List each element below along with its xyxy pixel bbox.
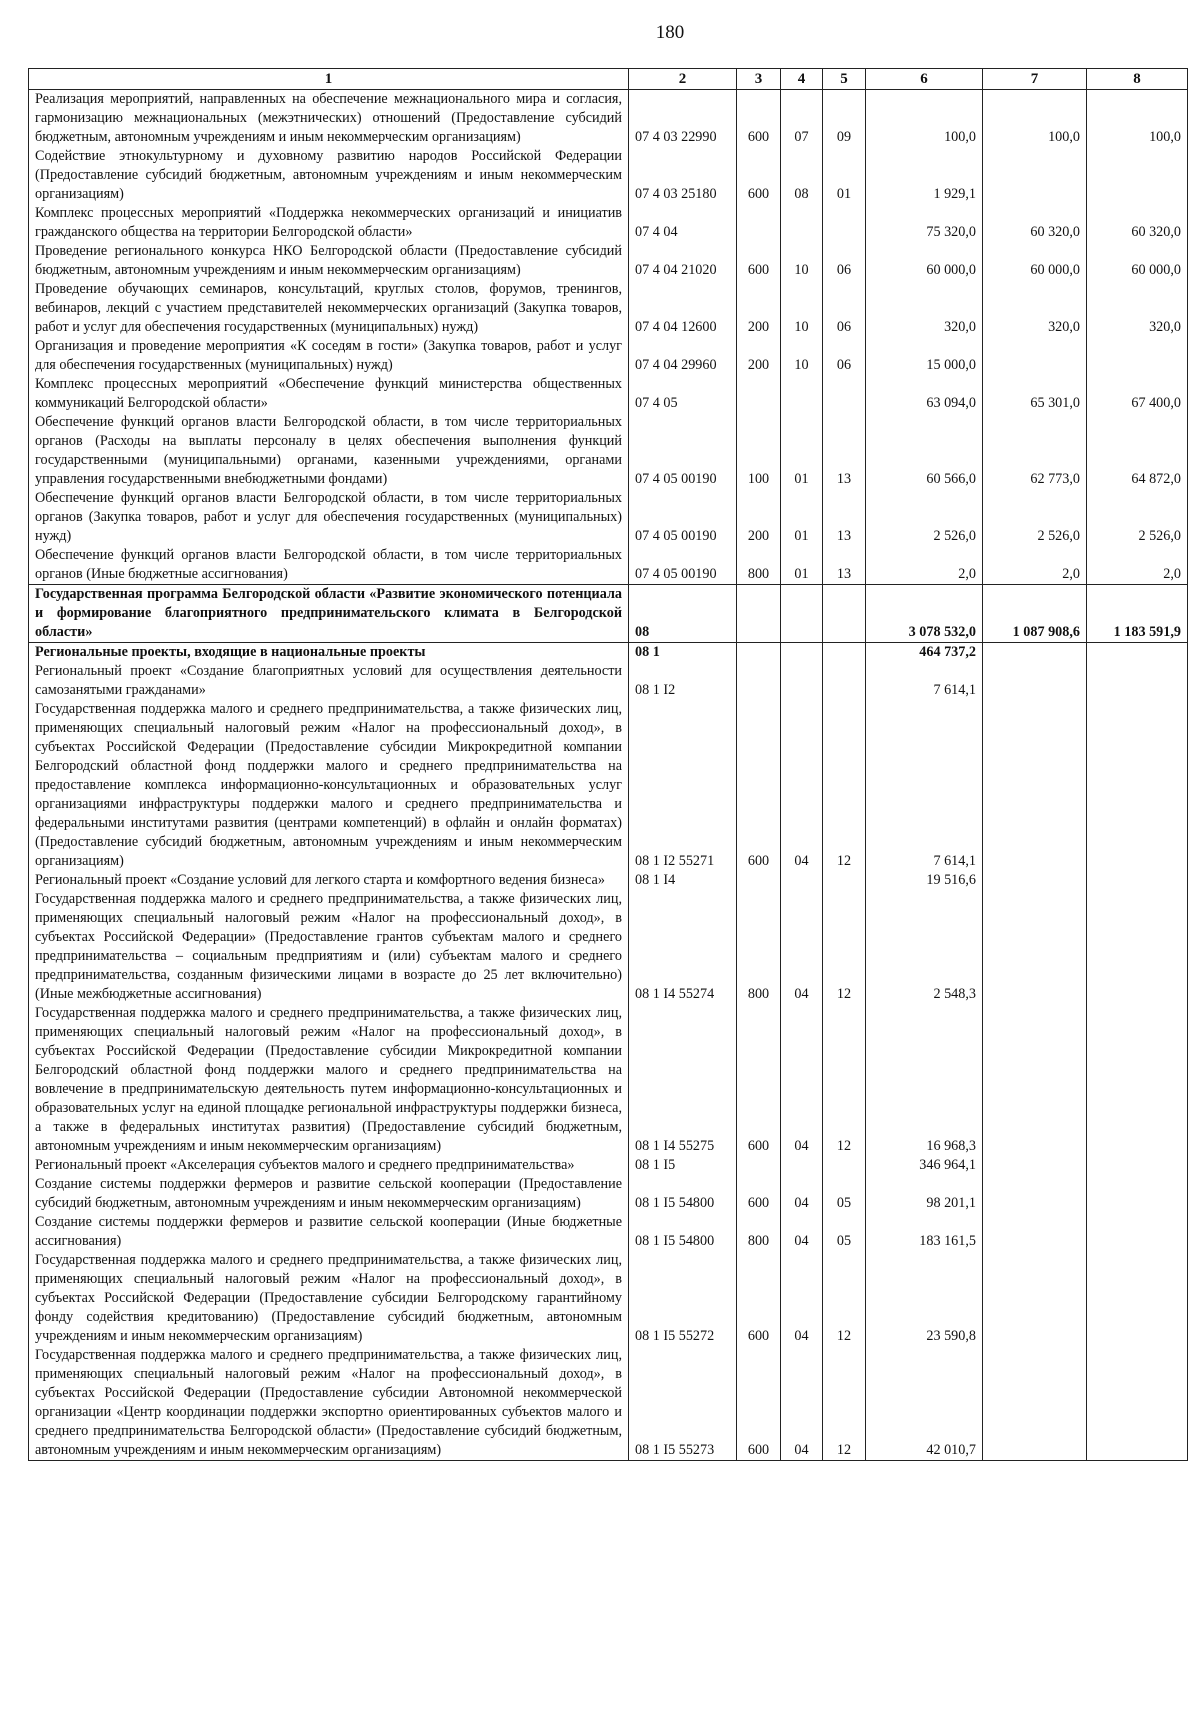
table-row (29, 643, 1188, 663)
row-amount-col8: 1 183 591,9 (1087, 585, 1188, 643)
row-amount-col7 (983, 1213, 1087, 1251)
row-expense-type: 600 (737, 1251, 781, 1346)
row-amount-col8 (1087, 643, 1188, 663)
page-number: 180 (655, 22, 685, 43)
row-expense-type (737, 871, 781, 890)
row-subsection (823, 585, 866, 643)
row-amount-col7: 100,0 (983, 90, 1087, 148)
table-row (29, 1346, 1188, 1461)
row-amount-col6: 2 548,3 (866, 890, 983, 1004)
row-amount-col7 (983, 1175, 1087, 1213)
row-amount-col8 (1087, 1156, 1188, 1175)
row-description: Создание системы поддержки фермеров и развитие сельской кооперации (Иные бюджетные ассигнования) (29, 1213, 629, 1251)
row-amount-col7 (983, 1346, 1087, 1461)
table-row (29, 1213, 1188, 1251)
row-amount-col6: 346 964,1 (866, 1156, 983, 1175)
row-section: 04 (781, 1213, 823, 1251)
row-amount-col6: 183 161,5 (866, 1213, 983, 1251)
row-expense-type (737, 204, 781, 242)
row-section: 01 (781, 489, 823, 546)
table-row (29, 90, 1188, 148)
row-amount-col8: 100,0 (1087, 90, 1188, 148)
row-section (781, 585, 823, 643)
row-amount-col7 (983, 643, 1087, 663)
table-row (29, 280, 1188, 337)
row-amount-col8 (1087, 1004, 1188, 1156)
row-expense-type: 800 (737, 1213, 781, 1251)
table-body (29, 90, 1188, 1461)
row-amount-col8: 64 872,0 (1087, 413, 1188, 489)
table-row (29, 871, 1188, 890)
column-header: 1 (29, 69, 629, 90)
row-amount-col8 (1087, 147, 1188, 204)
row-amount-col7: 320,0 (983, 280, 1087, 337)
row-subsection (823, 204, 866, 242)
row-amount-col8: 2,0 (1087, 546, 1188, 585)
row-code: 07 4 05 (629, 375, 737, 413)
row-section (781, 1156, 823, 1175)
row-code: 08 1 I4 55275 (629, 1004, 737, 1156)
table-row (29, 546, 1188, 585)
row-code: 08 1 (629, 643, 737, 663)
row-expense-type: 800 (737, 890, 781, 1004)
row-section (781, 204, 823, 242)
row-amount-col6: 3 078 532,0 (866, 585, 983, 643)
row-amount-col8: 60 320,0 (1087, 204, 1188, 242)
table-row (29, 147, 1188, 204)
row-amount-col6: 100,0 (866, 90, 983, 148)
row-expense-type (737, 643, 781, 663)
row-code: 07 4 05 00190 (629, 546, 737, 585)
row-code: 07 4 04 (629, 204, 737, 242)
row-subsection: 13 (823, 489, 866, 546)
row-subsection: 13 (823, 413, 866, 489)
row-subsection: 12 (823, 890, 866, 1004)
row-description: Комплекс процессных мероприятий «Обеспечение функций министерства общественных коммуникаций Белгородской области» (29, 375, 629, 413)
row-description: Проведение регионального конкурса НКО Белгородской области (Предоставление субсидий бюджетным, автономным учреждениям и иным некоммерческим организациям) (29, 242, 629, 280)
row-amount-col6: 60 566,0 (866, 413, 983, 489)
row-expense-type: 200 (737, 489, 781, 546)
row-code: 07 4 04 29960 (629, 337, 737, 375)
row-subsection (823, 643, 866, 663)
column-header: 4 (781, 69, 823, 90)
row-amount-col6: 2,0 (866, 546, 983, 585)
row-expense-type: 100 (737, 413, 781, 489)
row-amount-col7 (983, 662, 1087, 700)
row-subsection: 06 (823, 280, 866, 337)
row-description: Государственная программа Белгородской области «Развитие экономического потенциала и формирование благоприятного предпринимательского климата в Белгородской области» (29, 585, 629, 643)
column-header: 5 (823, 69, 866, 90)
row-section: 04 (781, 1175, 823, 1213)
row-amount-col6: 7 614,1 (866, 662, 983, 700)
row-amount-col6: 7 614,1 (866, 700, 983, 871)
row-amount-col8 (1087, 890, 1188, 1004)
row-subsection: 09 (823, 90, 866, 148)
row-description: Обеспечение функций органов власти Белгородской области, в том числе территориальных органов (Закупка товаров, работ и услуг для обеспечения государственных (муниципальных) нужд) (29, 489, 629, 546)
row-amount-col8: 67 400,0 (1087, 375, 1188, 413)
row-amount-col7: 60 000,0 (983, 242, 1087, 280)
row-amount-col6: 16 968,3 (866, 1004, 983, 1156)
row-code: 08 1 I5 54800 (629, 1175, 737, 1213)
row-section: 04 (781, 1251, 823, 1346)
row-amount-col7 (983, 890, 1087, 1004)
row-amount-col6: 75 320,0 (866, 204, 983, 242)
row-code: 08 1 I5 (629, 1156, 737, 1175)
table-row (29, 1175, 1188, 1213)
row-section: 04 (781, 700, 823, 871)
budget-table (28, 68, 1188, 1461)
row-description: Региональный проект «Создание благоприятных условий для осуществления деятельности самозанятыми гражданами» (29, 662, 629, 700)
table-row (29, 375, 1188, 413)
row-code: 07 4 04 12600 (629, 280, 737, 337)
row-amount-col7 (983, 1251, 1087, 1346)
row-expense-type: 600 (737, 147, 781, 204)
row-expense-type: 600 (737, 90, 781, 148)
row-amount-col7 (983, 871, 1087, 890)
row-expense-type (737, 662, 781, 700)
row-expense-type (737, 375, 781, 413)
row-section: 08 (781, 147, 823, 204)
row-subsection: 12 (823, 1251, 866, 1346)
row-subsection: 12 (823, 700, 866, 871)
row-amount-col8 (1087, 1346, 1188, 1461)
column-header: 6 (866, 69, 983, 90)
row-section: 04 (781, 1346, 823, 1461)
row-subsection: 06 (823, 242, 866, 280)
row-code: 08 1 I2 55271 (629, 700, 737, 871)
row-amount-col6: 15 000,0 (866, 337, 983, 375)
row-description: Создание системы поддержки фермеров и развитие сельской кооперации (Предоставление субсидий бюджетным, автономным учреждениям и иным некоммерческим организациям) (29, 1175, 629, 1213)
row-amount-col7: 62 773,0 (983, 413, 1087, 489)
row-expense-type: 200 (737, 337, 781, 375)
row-section (781, 375, 823, 413)
row-expense-type (737, 585, 781, 643)
row-code: 08 1 I4 55274 (629, 890, 737, 1004)
table-row (29, 890, 1188, 1004)
row-section (781, 643, 823, 663)
row-code: 07 4 05 00190 (629, 489, 737, 546)
column-header: 8 (1087, 69, 1188, 90)
row-code: 07 4 03 25180 (629, 147, 737, 204)
row-amount-col7 (983, 337, 1087, 375)
row-amount-col6: 42 010,7 (866, 1346, 983, 1461)
table-row (29, 662, 1188, 700)
row-code: 08 (629, 585, 737, 643)
row-description: Проведение обучающих семинаров, консультаций, круглых столов, форумов, тренингов, вебинаров, лекций с участием представителей некоммерческих организаций (Закупка товаров, работ и услуг для обеспечения государственных (муниципальных) нужд) (29, 280, 629, 337)
table-row (29, 1251, 1188, 1346)
row-description: Региональный проект «Создание условий для легкого старта и комфортного ведения бизнеса» (29, 871, 629, 890)
row-amount-col6: 63 094,0 (866, 375, 983, 413)
row-subsection (823, 662, 866, 700)
row-description: Государственная поддержка малого и среднего предпринимательства, а также физических лиц, применяющих специальный налоговый режим «Налог на профессиональный доход», в субъектах Российской Федерации» (Предоставление грантов субъектам малого и среднего предпринимательства – социальным предприятиям и (или) субъектам малого и среднего предпринимательства, созданным физическими лицами в возрасте до 25 лет включительно) (Иные межбюджетные ассигнования) (29, 890, 629, 1004)
row-amount-col7: 65 301,0 (983, 375, 1087, 413)
row-description: Государственная поддержка малого и среднего предпринимательства, а также физических лиц, применяющих специальный налоговый режим «Налог на профессиональный доход», в субъектах Российской Федерации (Предоставление субсидии Микрокредитной компании Белгородский областной фонд поддержки малого и среднего предпринимательства на вовлечение в предпринимательскую деятельность путем информационно-консультационных и образовательных услуг на единой площадке региональной инфраструктуры поддержки бизнеса, а также в федеральных институтах развития) (Предоставление субсидий бюджетным, автономным учреждениям и иным некоммерческим организациям) (29, 1004, 629, 1156)
row-description: Организация и проведение мероприятия «К соседям в гости» (Закупка товаров, работ и услуг для обеспечения государственных (муниципальных) нужд) (29, 337, 629, 375)
table-row (29, 337, 1188, 375)
row-amount-col8 (1087, 871, 1188, 890)
row-section: 10 (781, 242, 823, 280)
row-subsection: 05 (823, 1175, 866, 1213)
row-expense-type: 800 (737, 546, 781, 585)
table-row (29, 700, 1188, 871)
column-header: 7 (983, 69, 1087, 90)
row-description: Региональные проекты, входящие в национальные проекты (29, 643, 629, 663)
table-row (29, 204, 1188, 242)
row-subsection: 12 (823, 1346, 866, 1461)
row-section: 10 (781, 337, 823, 375)
row-description: Государственная поддержка малого и среднего предпринимательства, а также физических лиц, применяющих специальный налоговый режим «Налог на профессиональный доход», в субъектах Российской Федерации (Предоставление субсидии Автономной некоммерческой организации «Центр координации поддержки экспортно ориентированных субъектов малого и среднего предпринимательства Белгородской области» (Предоставление субсидий бюджетным, автономным учреждениям и иным некоммерческим организациям) (29, 1346, 629, 1461)
row-subsection: 13 (823, 546, 866, 585)
row-amount-col6: 464 737,2 (866, 643, 983, 663)
row-amount-col6: 60 000,0 (866, 242, 983, 280)
row-description: Обеспечение функций органов власти Белгородской области, в том числе территориальных органов (Расходы на выплаты персоналу в целях обеспечения выполнения функций государственными (муниципальными) органами, казенными учреждениями, органами управления государственными внебюджетными фондами) (29, 413, 629, 489)
table-row (29, 242, 1188, 280)
row-amount-col8 (1087, 700, 1188, 871)
row-amount-col6: 320,0 (866, 280, 983, 337)
row-subsection: 05 (823, 1213, 866, 1251)
row-section: 07 (781, 90, 823, 148)
row-amount-col7 (983, 147, 1087, 204)
row-amount-col8 (1087, 1213, 1188, 1251)
row-code: 08 1 I2 (629, 662, 737, 700)
row-amount-col8: 320,0 (1087, 280, 1188, 337)
row-section (781, 871, 823, 890)
row-section: 04 (781, 890, 823, 1004)
column-header: 2 (629, 69, 737, 90)
row-code: 08 1 I5 54800 (629, 1213, 737, 1251)
row-amount-col8 (1087, 337, 1188, 375)
row-section (781, 662, 823, 700)
row-expense-type: 600 (737, 1004, 781, 1156)
row-amount-col8: 2 526,0 (1087, 489, 1188, 546)
row-amount-col8 (1087, 662, 1188, 700)
table-row (29, 585, 1188, 643)
row-amount-col6: 98 201,1 (866, 1175, 983, 1213)
row-description: Комплекс процессных мероприятий «Поддержка некоммерческих организаций и инициатив гражданского общества на территории Белгородской области» (29, 204, 629, 242)
row-amount-col7: 60 320,0 (983, 204, 1087, 242)
row-expense-type (737, 1156, 781, 1175)
row-amount-col8 (1087, 1175, 1188, 1213)
table-row (29, 1004, 1188, 1156)
row-section: 01 (781, 546, 823, 585)
row-code: 07 4 05 00190 (629, 413, 737, 489)
row-amount-col7 (983, 1004, 1087, 1156)
row-subsection (823, 871, 866, 890)
row-code: 08 1 I5 55272 (629, 1251, 737, 1346)
table-header-row (29, 69, 1188, 90)
row-amount-col7: 1 087 908,6 (983, 585, 1087, 643)
row-amount-col7: 2,0 (983, 546, 1087, 585)
row-code: 07 4 04 21020 (629, 242, 737, 280)
row-amount-col7 (983, 1156, 1087, 1175)
row-expense-type: 600 (737, 700, 781, 871)
column-header: 3 (737, 69, 781, 90)
row-amount-col6: 23 590,8 (866, 1251, 983, 1346)
row-section: 04 (781, 1004, 823, 1156)
row-subsection: 01 (823, 147, 866, 204)
row-amount-col8 (1087, 1251, 1188, 1346)
row-code: 08 1 I4 (629, 871, 737, 890)
row-section: 10 (781, 280, 823, 337)
row-description: Государственная поддержка малого и среднего предпринимательства, а также физических лиц, применяющих специальный налоговый режим «Налог на профессиональный доход», в субъектах Российской Федерации (Предоставление субсидии Белгородскому гарантийному фонду содействия кредитованию) (Предоставление субсидий бюджетным, автономным учреждениям и иным некоммерческим организациям) (29, 1251, 629, 1346)
row-description: Обеспечение функций органов власти Белгородской области, в том числе территориальных органов (Иные бюджетные ассигнования) (29, 546, 629, 585)
row-description: Региональный проект «Акселерация субъектов малого и среднего предпринимательства» (29, 1156, 629, 1175)
row-description: Реализация мероприятий, направленных на обеспечение межнационального мира и согласия, гармонизацию межнациональных (межэтнических) отношений (Предоставление субсидий бюджетным, автономным учреждениям и иным некоммерческим организациям) (29, 90, 629, 148)
table-row (29, 413, 1188, 489)
row-description: Государственная поддержка малого и среднего предпринимательства, а также физических лиц, применяющих специальный налоговый режим «Налог на профессиональный доход», в субъектах Российской Федерации (Предоставление субсидии Микрокредитной компании Белгородский областной фонд поддержки малого и среднего предпринимательства на предоставление комплекса информационно-консультационных и образовательных услуг организациями инфраструктуры поддержки малого и среднего предпринимательства и федеральными институтами развития (центрами компетенций) в офлайн и онлайн форматах) (Предоставление субсидий бюджетным, автономным учреждениям и иным некоммерческим организациям) (29, 700, 629, 871)
row-amount-col7 (983, 700, 1087, 871)
table-row (29, 489, 1188, 546)
table-row (29, 1156, 1188, 1175)
row-expense-type: 600 (737, 1175, 781, 1213)
row-expense-type: 600 (737, 1346, 781, 1461)
row-subsection (823, 1156, 866, 1175)
row-amount-col6: 1 929,1 (866, 147, 983, 204)
row-subsection (823, 375, 866, 413)
row-amount-col8: 60 000,0 (1087, 242, 1188, 280)
row-section: 01 (781, 413, 823, 489)
row-description: Содействие этнокультурному и духовному развитию народов Российской Федерации (Предоставление субсидий бюджетным, автономным учреждениям и иным некоммерческим организациям) (29, 147, 629, 204)
row-subsection: 06 (823, 337, 866, 375)
row-amount-col6: 19 516,6 (866, 871, 983, 890)
row-expense-type: 600 (737, 242, 781, 280)
row-code: 08 1 I5 55273 (629, 1346, 737, 1461)
row-amount-col7: 2 526,0 (983, 489, 1087, 546)
row-code: 07 4 03 22990 (629, 90, 737, 148)
row-amount-col6: 2 526,0 (866, 489, 983, 546)
row-subsection: 12 (823, 1004, 866, 1156)
row-expense-type: 200 (737, 280, 781, 337)
